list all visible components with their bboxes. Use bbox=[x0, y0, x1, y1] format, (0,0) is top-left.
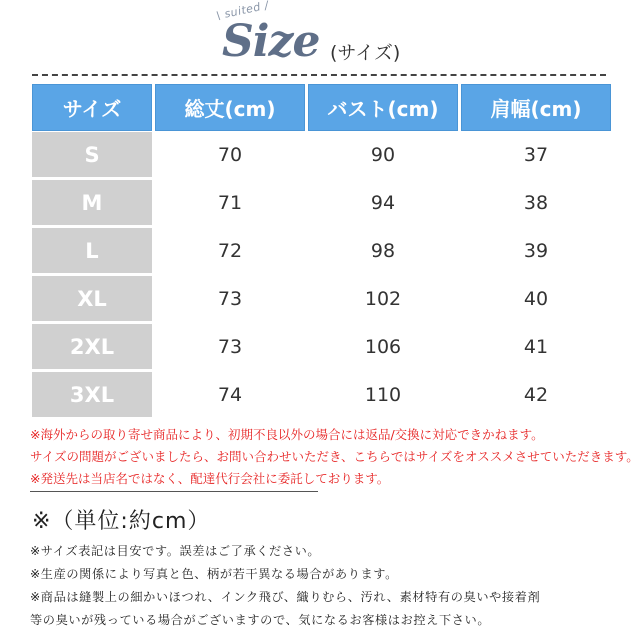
size-cell: XL bbox=[32, 276, 152, 321]
size-cell: 2XL bbox=[32, 324, 152, 369]
note-line: ※生産の関係により写真と色、柄が若干異なる場合があります。 bbox=[30, 567, 398, 581]
size-cell: 3XL bbox=[32, 372, 152, 417]
size-cell: M bbox=[32, 180, 152, 225]
length-cell: 72 bbox=[217, 239, 243, 262]
bust-cell: 106 bbox=[364, 335, 402, 358]
shoulder-cell: 41 bbox=[523, 335, 549, 358]
logo-title: Size bbox=[222, 16, 320, 67]
shoulder-cell: 42 bbox=[523, 383, 549, 406]
length-cell: 73 bbox=[217, 335, 243, 358]
column-header-length: 総丈(cm) bbox=[155, 84, 305, 131]
general-notes bbox=[30, 540, 630, 632]
shoulder-cell: 38 bbox=[523, 191, 549, 214]
warning-note: サイズの問題がございましたら、お問い合わせいただき、こちらではサイズをオススメさせていただきます。 bbox=[30, 449, 639, 464]
warning-note: ※海外からの取り寄せ商品により、初期不良以外の場合には返品/交換に対応できかねます。 bbox=[30, 427, 544, 442]
length-cell: 71 bbox=[217, 191, 243, 214]
divider-line bbox=[30, 491, 318, 492]
length-cell: 73 bbox=[217, 287, 243, 310]
note-line: ※サイズ表記は目安です。誤差はご了承ください。 bbox=[30, 544, 321, 558]
column-header-shoulder: 肩幅(cm) bbox=[461, 84, 611, 131]
bust-cell: 90 bbox=[370, 143, 396, 166]
size-table bbox=[32, 84, 611, 420]
unit-note: ※（単位:約cm） bbox=[32, 509, 211, 534]
note-line: ※商品は縫製上の細かいほつれ、インク飛び、織りむら、汚れ、素材特有の臭いや接着剤 bbox=[30, 590, 541, 604]
warning-note: ※発送先は当店名ではなく、配達代行会社に委託しております。 bbox=[30, 471, 390, 486]
bust-cell: 102 bbox=[364, 287, 402, 310]
bust-cell: 94 bbox=[370, 191, 396, 214]
shoulder-cell: 39 bbox=[523, 239, 549, 262]
logo-tagline: \ suited / bbox=[215, 0, 270, 22]
bust-cell: 110 bbox=[364, 383, 402, 406]
size-cell: L bbox=[32, 228, 152, 273]
length-cell: 70 bbox=[217, 143, 243, 166]
length-cell: 74 bbox=[217, 383, 243, 406]
bust-cell: 98 bbox=[370, 239, 396, 262]
note-line: 等の臭いが残っている場合がございますので、気になるお客様はお控え下さい。 bbox=[30, 613, 491, 627]
warning-notes bbox=[30, 424, 639, 490]
shoulder-cell: 37 bbox=[523, 143, 549, 166]
shoulder-cell: 40 bbox=[523, 287, 549, 310]
column-header-size: サイズ bbox=[32, 84, 152, 131]
column-header-bust: バスト(cm) bbox=[308, 84, 458, 131]
size-cell: S bbox=[32, 132, 152, 177]
logo-subtitle: (サイズ) bbox=[330, 42, 401, 64]
dashed-divider bbox=[32, 74, 606, 76]
